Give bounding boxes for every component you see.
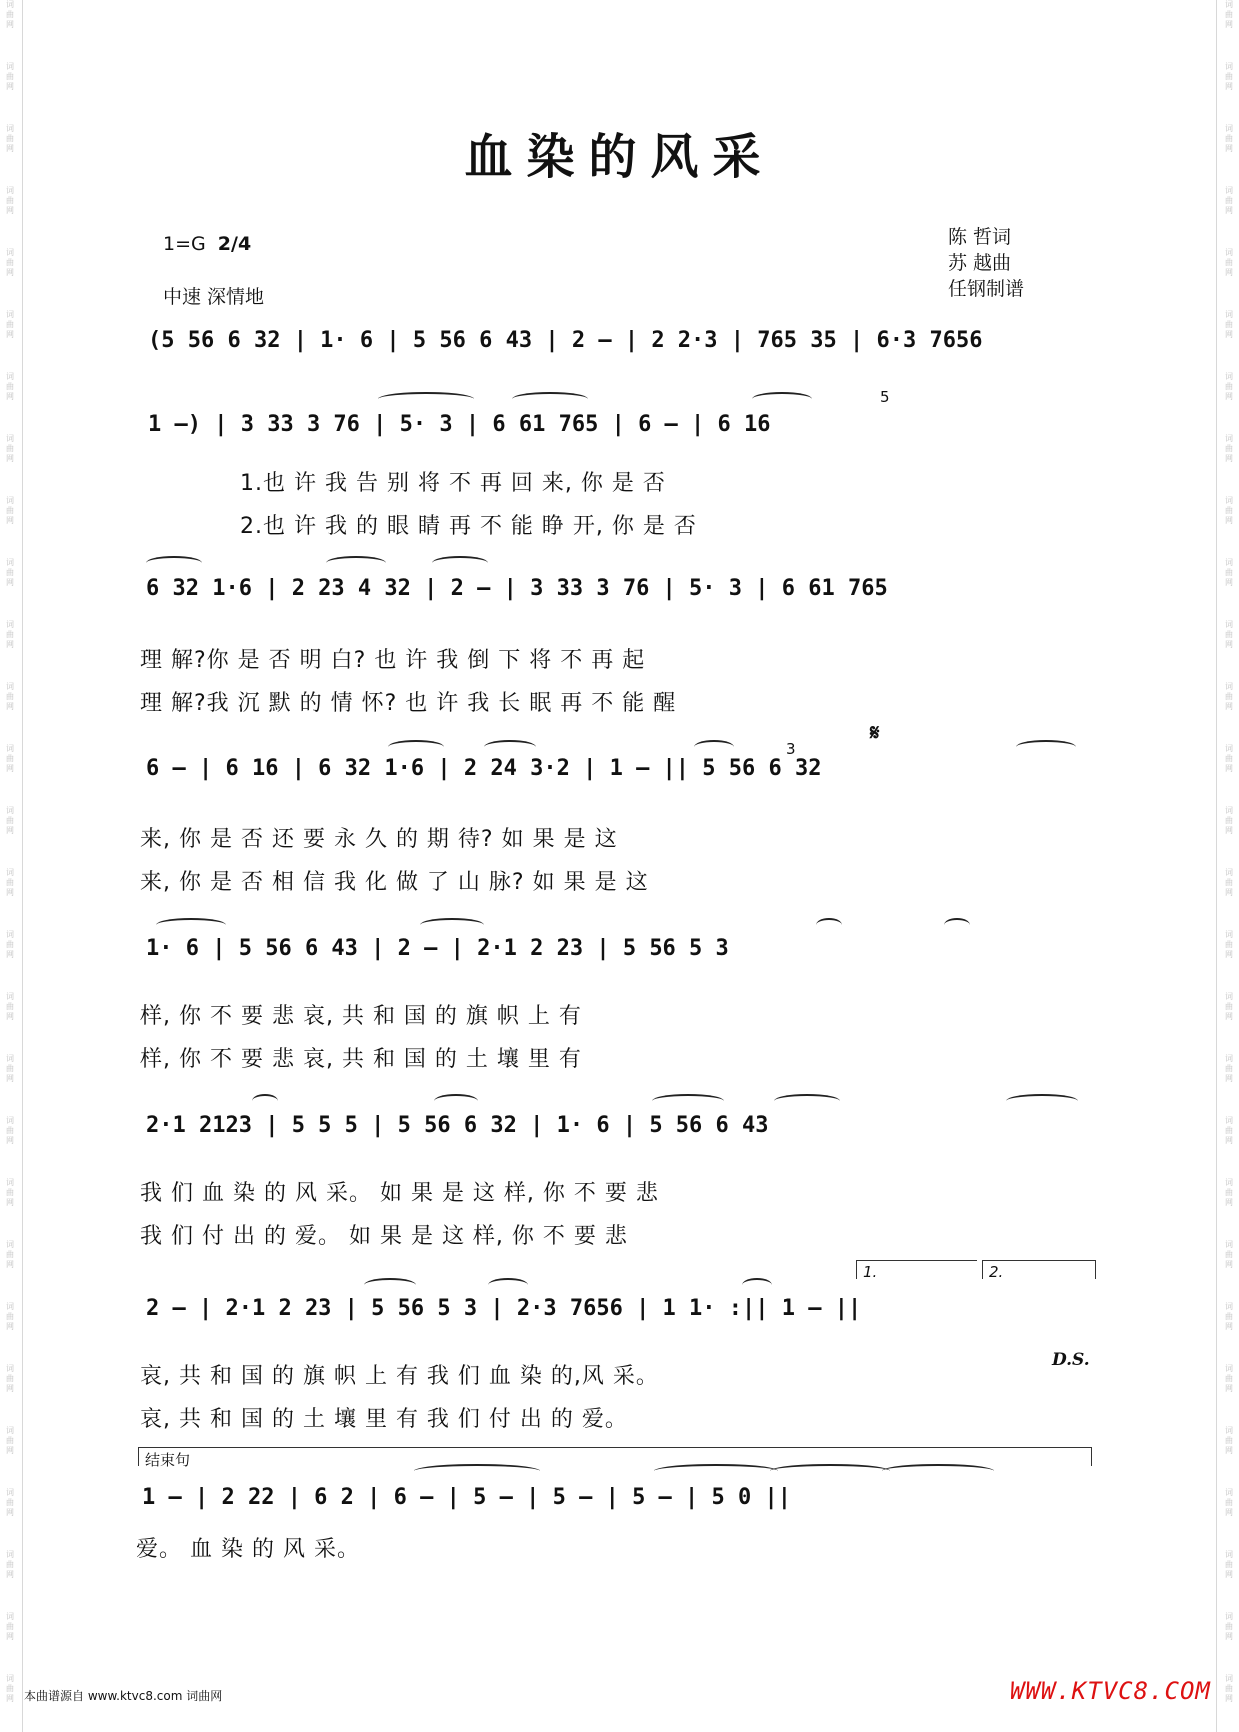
grace-note: 3 — [786, 740, 796, 758]
edge-watermark-text: 词 曲 网 — [1225, 0, 1233, 29]
site-logo-text: WWW.KTVC8.COM — [1010, 1677, 1211, 1705]
tempo-marking: 中速 深情地 — [163, 286, 265, 308]
edge-watermark-text: 词 曲 网 — [1225, 1488, 1233, 1517]
slur — [512, 392, 588, 406]
slur — [432, 556, 488, 570]
lyricist-credit: 陈 哲词 — [948, 226, 1012, 248]
edge-watermark-text: 词 曲 网 — [1225, 1550, 1233, 1579]
edge-watermark-text: 词 曲 网 — [6, 372, 14, 401]
edge-watermark-text: 词 曲 网 — [1225, 434, 1233, 463]
slur — [434, 1094, 478, 1108]
score-line-1: (5 56 6 32 | 1· 6 | 5 56 6 43 | 2 – | 2 2·3 | 765 35 | 6·3 7656 — [148, 328, 983, 353]
transcriber-credit: 任钢制谱 — [948, 278, 1025, 300]
volta-bracket-2 — [982, 1260, 1096, 1279]
volta-1-label: 1. — [863, 1263, 878, 1281]
score-line-6: 2·1 2123 | 5 5 5 | 5 56 6 32 | 1· 6 | 5 56 6 43 — [146, 1113, 769, 1138]
edge-watermark-text: 词 曲 网 — [6, 496, 14, 525]
edge-watermark-text: 词 曲 网 — [1225, 1612, 1233, 1641]
edge-watermark-text: 词 曲 网 — [1225, 620, 1233, 649]
slur — [1016, 740, 1076, 754]
slur — [420, 918, 484, 932]
edge-watermark-text: 词 曲 网 — [6, 310, 14, 339]
source-note: 本曲谱源自 www.ktvc8.com 词曲网 — [24, 1689, 223, 1703]
score-line-2: 1 –) | 3 33 3 76 | 5· 3 | 6 61 765 | 6 – | 6 16 — [148, 412, 771, 437]
slur — [156, 918, 226, 932]
edge-watermark-text: 词 曲 网 — [1225, 124, 1233, 153]
slur — [944, 918, 970, 932]
lyric-line-3-verse-1: 理 解?你 是 否 明 白? 也 许 我 倒 下 将 不 再 起 — [140, 648, 646, 673]
edge-watermark-text: 词 曲 网 — [6, 930, 14, 959]
score-line-3: 6 32 1·6 | 2 23 4 32 | 2 – | 3 33 3 76 | 5· 3 | 6 61 765 — [146, 576, 888, 601]
edge-watermark-text: 词 曲 网 — [1225, 1674, 1233, 1703]
key-signature — [163, 233, 251, 255]
edge-watermark-text: 词 曲 网 — [6, 1426, 14, 1455]
score-line-4: 6 – | 6 16 | 6 32 1·6 | 2 24 3·2 | 1 – || 5 56 6 32 — [146, 756, 822, 781]
edge-watermark-text: 词 曲 网 — [6, 62, 14, 91]
edge-watermark-text: 词 曲 网 — [6, 1054, 14, 1083]
lyric-line-3-verse-2: 理 解?我 沉 默 的 情 怀? 也 许 我 长 眠 再 不 能 醒 — [140, 691, 677, 716]
edge-watermark-text: 词 曲 网 — [1225, 558, 1233, 587]
slur — [146, 556, 202, 570]
edge-watermark-text: 词 曲 网 — [1225, 992, 1233, 1021]
edge-watermark-text: 词 曲 网 — [1225, 1364, 1233, 1393]
time-signature: 2/4 — [217, 233, 252, 255]
edge-watermark-text: 词 曲 网 — [1225, 1302, 1233, 1331]
grace-note: 5 — [880, 388, 890, 406]
edge-watermark-text: 词 曲 网 — [1225, 1054, 1233, 1083]
lyric-line-7-verse-2: 哀, 共 和 国 的 土 壤 里 有 我 们 付 出 的 爱。 — [140, 1407, 628, 1432]
segno-sign: 𝄋 — [870, 720, 880, 746]
slur — [364, 1278, 416, 1292]
slur — [652, 1094, 724, 1108]
edge-watermark-text: 词 曲 网 — [6, 868, 14, 897]
lyric-line-6-verse-2: 我 们 付 出 的 爱。 如 果 是 这 样, 你 不 要 悲 — [140, 1224, 628, 1249]
slur — [694, 740, 734, 754]
key-label: 1=G — [163, 233, 206, 255]
edge-watermark-text: 词 曲 网 — [6, 558, 14, 587]
song-title: 血染的风采 — [464, 129, 775, 185]
slur — [742, 1278, 772, 1292]
edge-watermark-text: 词 曲 网 — [6, 1116, 14, 1145]
edge-watermark-text: 词 曲 网 — [1225, 806, 1233, 835]
edge-watermark-text: 词 曲 网 — [1225, 248, 1233, 277]
slur — [414, 1464, 540, 1478]
edge-watermark-text: 词 曲 网 — [6, 682, 14, 711]
edge-watermark-text: 词 曲 网 — [1225, 868, 1233, 897]
edge-watermark-text: 词 曲 网 — [6, 806, 14, 835]
slur — [654, 1464, 778, 1478]
lyric-line-6-verse-1: 我 们 血 染 的 风 采。 如 果 是 这 样, 你 不 要 悲 — [140, 1181, 659, 1206]
slur — [378, 392, 474, 406]
edge-watermark-text: 词 曲 网 — [6, 992, 14, 1021]
edge-watermark-text: 词 曲 网 — [6, 186, 14, 215]
edge-watermark-text: 词 曲 网 — [1225, 310, 1233, 339]
edge-watermark-text: 词 曲 网 — [6, 248, 14, 277]
edge-watermark-text: 词 曲 网 — [1225, 1116, 1233, 1145]
composer-credit: 苏 越曲 — [948, 252, 1012, 274]
edge-watermark-text: 词 曲 网 — [6, 0, 14, 29]
lyric-line-4-verse-2: 来, 你 是 否 相 信 我 化 做 了 山 脉? 如 果 是 这 — [140, 870, 649, 895]
edge-watermark-text: 词 曲 网 — [6, 124, 14, 153]
edge-watermark-text: 词 曲 网 — [6, 434, 14, 463]
lyric-line-7-verse-1: 哀, 共 和 国 的 旗 帜 上 有 我 们 血 染 的,风 采。 — [140, 1364, 659, 1389]
slur — [1006, 1094, 1078, 1108]
score-line-8: 1 – | 2 22 | 6 2 | 6 – | 5 – | 5 – | 5 – | 5 0 || — [142, 1485, 792, 1510]
edge-watermark-text: 词 曲 网 — [6, 1612, 14, 1641]
edge-watermark-text: 词 曲 网 — [1225, 1426, 1233, 1455]
lyric-line-8: 爱。 血 染 的 风 采。 — [136, 1537, 360, 1562]
edge-watermark-text: 词 曲 网 — [6, 1302, 14, 1331]
lyric-line-2-verse-1: 1.也 许 我 告 别 将 不 再 回 来, 你 是 否 — [240, 471, 666, 496]
edge-watermark-text: 词 曲 网 — [6, 1240, 14, 1269]
edge-watermark-text: 词 曲 网 — [1225, 62, 1233, 91]
edge-watermark-text: 词 曲 网 — [1225, 1240, 1233, 1269]
slur — [770, 1464, 890, 1478]
edge-watermark-text: 词 曲 网 — [1225, 930, 1233, 959]
slur — [488, 1278, 528, 1292]
lyric-line-2-verse-2: 2.也 许 我 的 眼 睛 再 不 能 睁 开, 你 是 否 — [240, 514, 697, 539]
edge-watermark-text: 词 曲 网 — [1225, 1178, 1233, 1207]
slur — [326, 556, 386, 570]
lyric-line-5-verse-1: 样, 你 不 要 悲 哀, 共 和 国 的 旗 帜 上 有 — [140, 1004, 582, 1029]
slur — [484, 740, 536, 754]
slur — [774, 1094, 840, 1108]
volta-bracket-1 — [856, 1260, 977, 1279]
dal-segno-marking: D.S. — [1052, 1350, 1090, 1370]
credits-block — [948, 224, 1024, 302]
edge-watermark-text: 词 曲 网 — [6, 1550, 14, 1579]
lyric-line-5-verse-2: 样, 你 不 要 悲 哀, 共 和 国 的 土 壤 里 有 — [140, 1047, 582, 1072]
edge-watermark-text: 词 曲 网 — [6, 620, 14, 649]
edge-watermark-text: 词 曲 网 — [1225, 496, 1233, 525]
slur — [882, 1464, 994, 1478]
edge-watermark-text: 词 曲 网 — [6, 1364, 14, 1393]
edge-watermark-text: 词 曲 网 — [1225, 682, 1233, 711]
edge-watermark-text: 词 曲 网 — [1225, 186, 1233, 215]
slur — [252, 1094, 278, 1108]
volta-2-label: 2. — [989, 1263, 1004, 1281]
edge-watermark-text: 词 曲 网 — [6, 1178, 14, 1207]
lyric-line-4-verse-1: 来, 你 是 否 还 要 永 久 的 期 待? 如 果 是 这 — [140, 827, 618, 852]
score-line-5: 1· 6 | 5 56 6 43 | 2 – | 2·1 2 23 | 5 56 5 3 — [146, 936, 729, 961]
ending-label: 结束句 — [145, 1451, 191, 1469]
edge-watermark-text: 词 曲 网 — [6, 1674, 14, 1703]
edge-watermark-text: 词 曲 网 — [6, 744, 14, 773]
slur — [752, 392, 812, 406]
score-line-7: 2 – | 2·1 2 23 | 5 56 5 3 | 2·3 7656 | 1 1· :|| 1 – || — [146, 1296, 862, 1321]
edge-watermark-text: 词 曲 网 — [1225, 372, 1233, 401]
edge-watermark-text: 词 曲 网 — [6, 1488, 14, 1517]
slur — [816, 918, 842, 932]
edge-watermark-text: 词 曲 网 — [1225, 744, 1233, 773]
slur — [388, 740, 444, 754]
